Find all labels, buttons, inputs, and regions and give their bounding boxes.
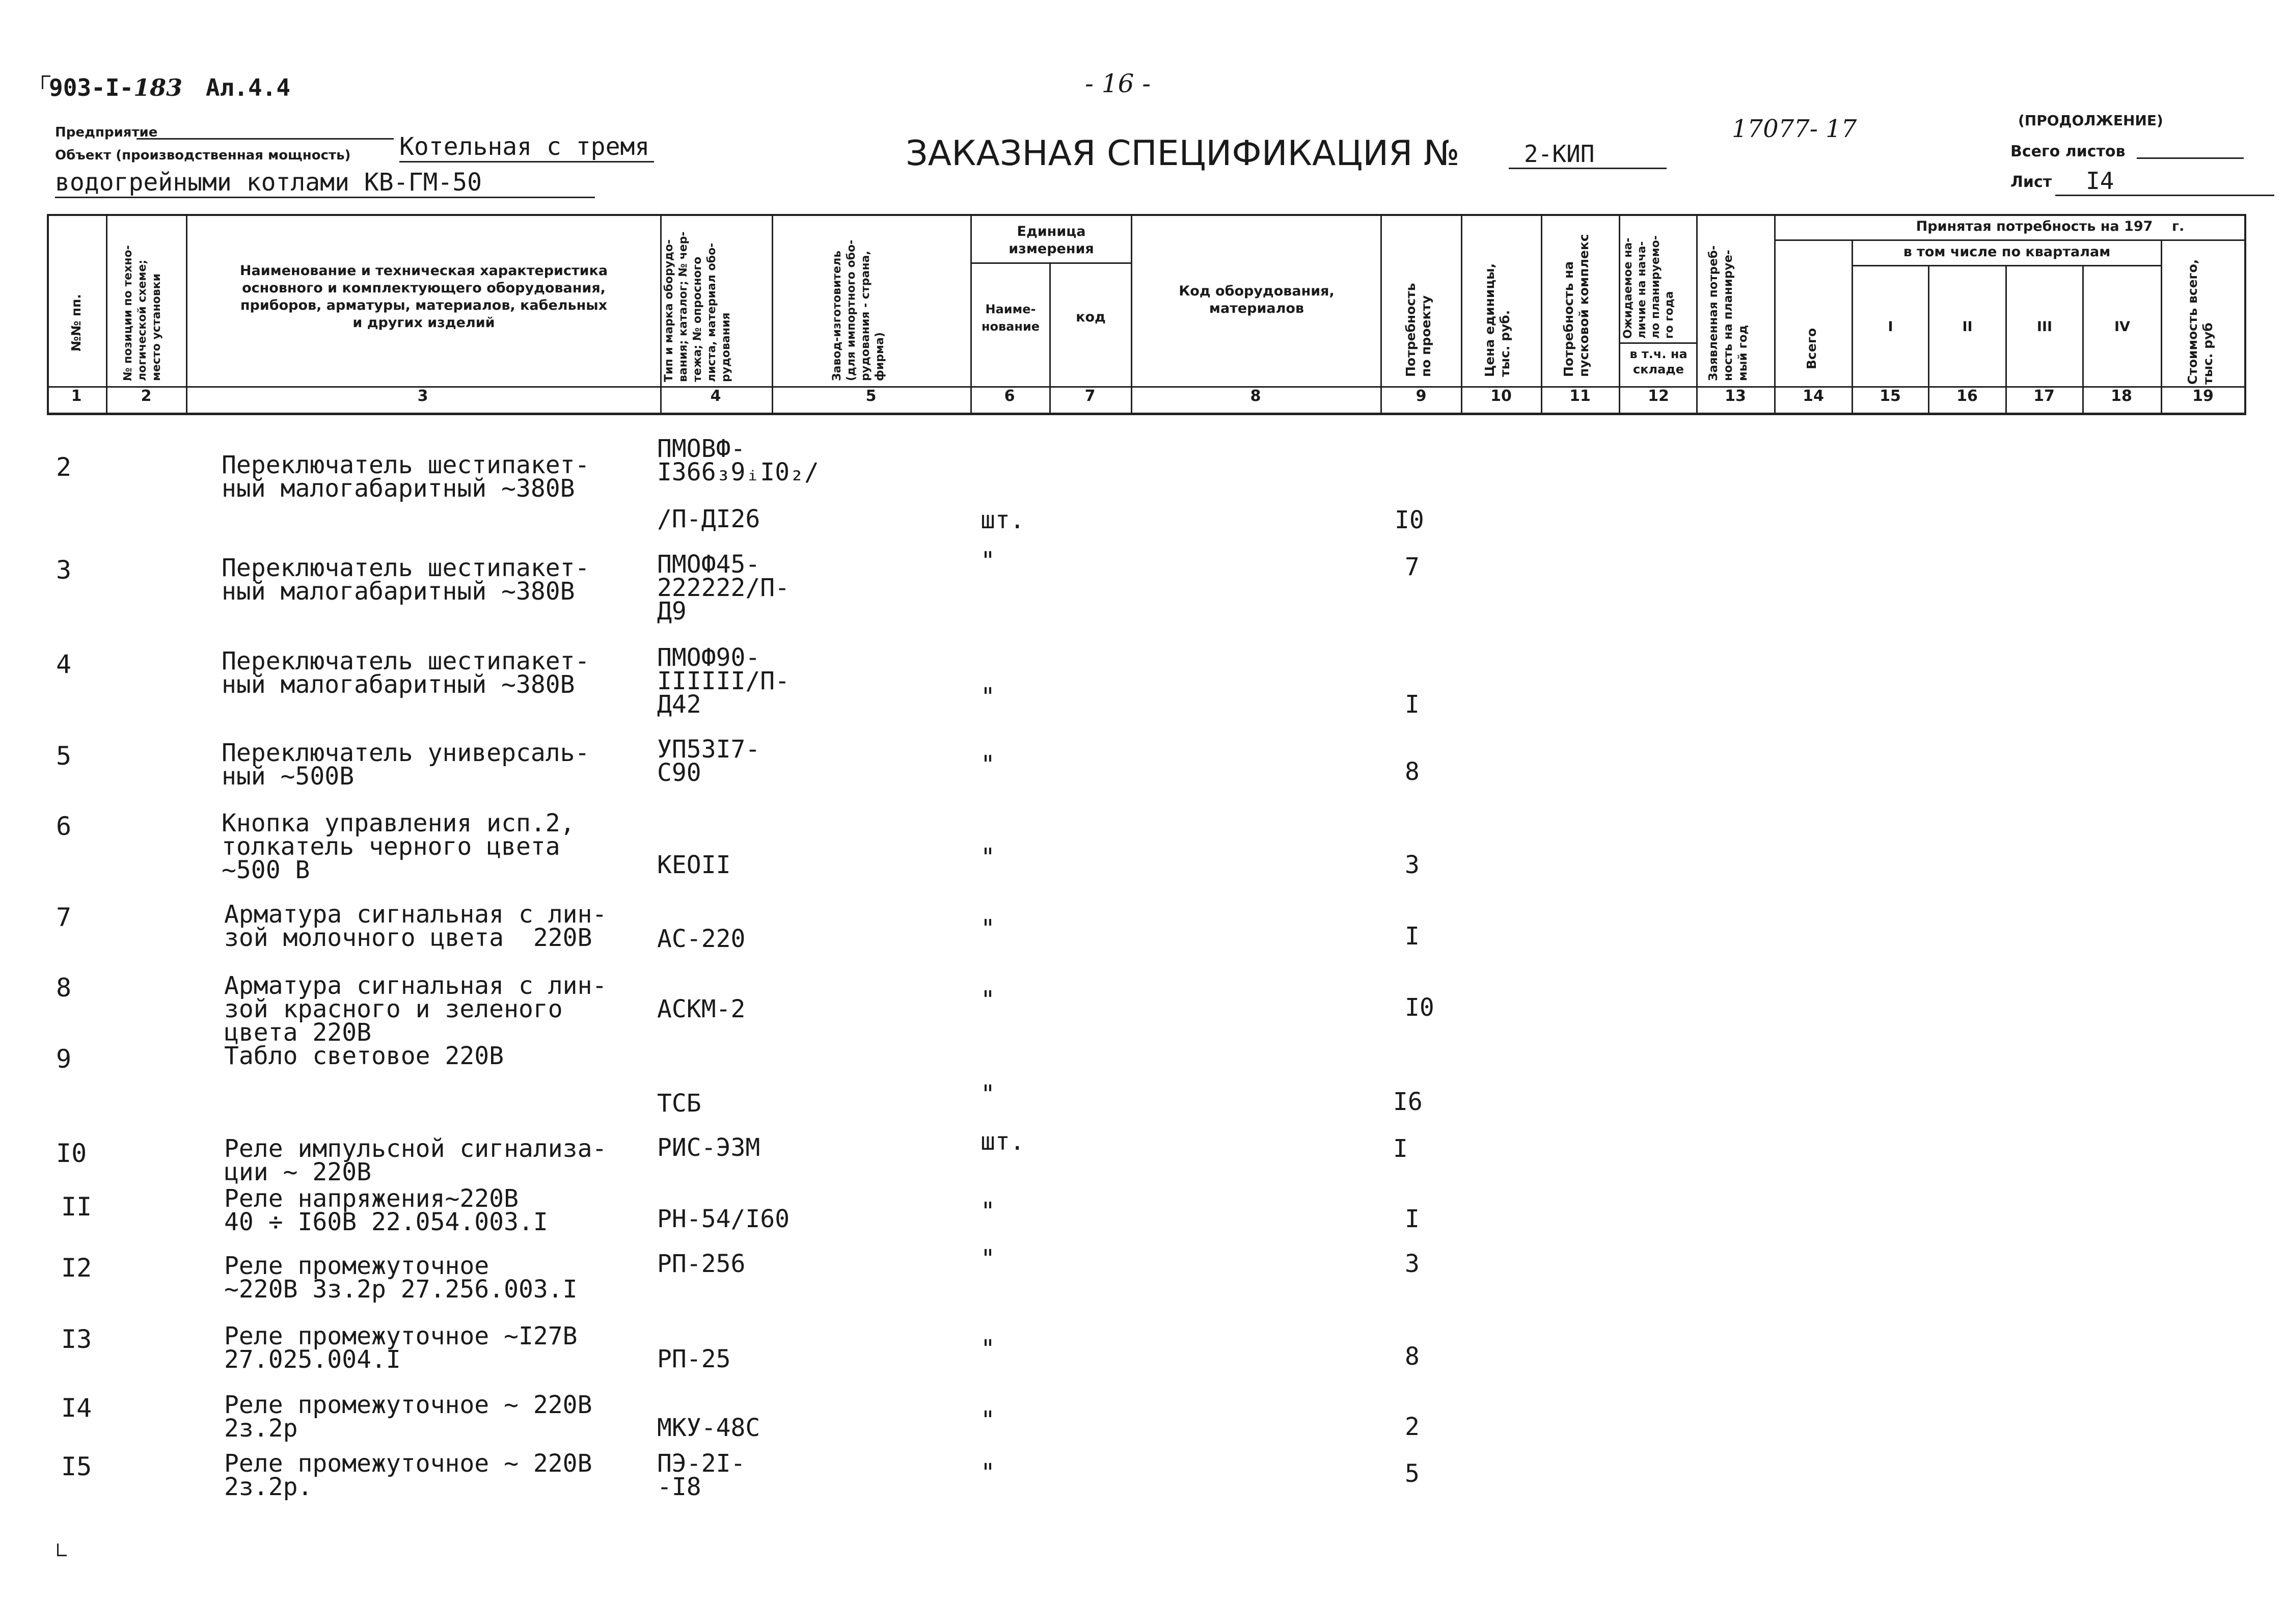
item-name: Табло световое 220В — [224, 1042, 504, 1070]
col-number: 17 — [2033, 387, 2055, 405]
accepted-group-sep — [1774, 239, 2246, 241]
document-code — [49, 74, 290, 101]
item-name: Реле промежуточное ~I27В 27.025.004.I — [224, 1322, 578, 1374]
total-sheets-line — [2137, 157, 2244, 159]
album-number: Ал.4.4 — [205, 74, 291, 101]
item-name: Реле промежуточное ~220В 3з.2р 27.256.003.I — [224, 1252, 578, 1304]
row-number: I4 — [61, 1393, 92, 1423]
col-header-position: № позиции по техно- логической схеме; место установки — [122, 245, 163, 381]
col-number: 3 — [417, 387, 428, 405]
col-sep — [660, 214, 662, 415]
col-number: 11 — [1569, 387, 1591, 405]
item-unit: шт. — [981, 506, 1025, 534]
item-quantity: 8 — [1405, 1342, 1420, 1371]
col-number: 18 — [2111, 387, 2132, 405]
item-unit: шт. — [981, 1127, 1025, 1156]
item-type: РИС-ЭЗМ — [657, 1133, 760, 1162]
item-type: РП-256 — [657, 1250, 746, 1278]
col-sep — [772, 214, 773, 415]
table-number-row-top — [47, 386, 2246, 388]
col-sep — [1696, 214, 1698, 415]
item-type: ПМОФ90- IIIIII/П- Д42 — [657, 643, 790, 719]
item-quantity: I6 — [1393, 1088, 1423, 1116]
item-unit: " — [981, 683, 995, 711]
row-number: I2 — [61, 1253, 92, 1283]
table-left-border — [47, 214, 49, 415]
col-header-startup-need: Потребность на пусковой комплекс — [1561, 234, 1591, 377]
col-number: 15 — [1880, 387, 1901, 405]
col-header-no: №№ пп. — [69, 294, 84, 351]
col-sep — [1380, 214, 1382, 415]
col-header-q1: I — [1888, 319, 1893, 335]
item-name: Арматура сигнальная с лин- зой молочного цвета 220В — [224, 900, 607, 952]
item-type: ПЭ-2I- -I8 — [657, 1449, 746, 1501]
item-name: Переключатель шестипакет- ный малогабаритный ~380В — [222, 451, 590, 503]
col-header-q4: IV — [2114, 319, 2130, 335]
row-number: II — [61, 1192, 92, 1222]
item-unit: " — [981, 1458, 995, 1487]
object-value-line-1: Котельная с тремя — [399, 132, 654, 163]
col-sep — [1619, 214, 1620, 415]
item-quantity: 3 — [1405, 851, 1420, 879]
item-name: Переключатель шестипакет- ный малогабаритный ~380В — [222, 554, 590, 606]
col-sep — [2005, 265, 2007, 415]
col-header-declared-need: Заявленная потреб- ность на планируе- мый год — [1707, 245, 1750, 381]
item-quantity: I — [1405, 922, 1420, 951]
item-name: Реле промежуточное ~ 220В 2з.2р. — [224, 1449, 592, 1501]
item-quantity: I0 — [1395, 506, 1424, 534]
item-unit: " — [981, 843, 995, 872]
col-number: 6 — [1004, 387, 1015, 405]
table-top-border — [47, 214, 2246, 216]
item-quantity: 2 — [1405, 1413, 1420, 1441]
item-type: АСКМ-2 — [657, 995, 746, 1023]
item-name: Реле промежуточное ~ 220В 2з.2р — [224, 1391, 592, 1443]
item-name: Кнопка управления исп.2, толкатель черного цвета ~500 В — [222, 809, 575, 884]
sheet-label: Лист — [2010, 173, 2052, 191]
col-header-cost-total: Стоимость всего, тыс. руб — [2185, 259, 2215, 385]
col-sep — [1461, 214, 1462, 415]
item-type: МКУ-48С — [657, 1414, 760, 1442]
col-sep — [1774, 214, 1776, 415]
col-header-q3: III — [2036, 319, 2053, 335]
row-number: 9 — [56, 1044, 72, 1074]
item-type: УП53I7- С90 — [657, 735, 760, 787]
item-quantity: 7 — [1405, 553, 1420, 581]
object-value-line-2: водогрейными котлами КВ-ГМ-50 — [55, 168, 595, 198]
col-header-need-project: Потребность по проекту — [1403, 283, 1433, 377]
item-quantity: I — [1405, 690, 1420, 719]
quarter-group-sep — [1852, 265, 2162, 266]
row-number: 3 — [56, 555, 72, 585]
col-header-type: Тип и марка оборудо- вания; каталог; № чер- тежа; № опросного листа, материал обо- рудования — [663, 231, 732, 382]
table-right-border — [2244, 214, 2246, 415]
item-type: ТСБ — [657, 1089, 701, 1118]
corner-mark-bottom — [57, 1544, 67, 1556]
item-quantity: 3 — [1405, 1250, 1420, 1278]
document-code-prefix: 903-I- — [49, 74, 134, 101]
col-number: 7 — [1084, 387, 1096, 405]
spec-number: 2-КИП — [1509, 140, 1667, 169]
row-number: 4 — [56, 649, 72, 679]
item-unit: " — [981, 914, 995, 943]
item-unit: " — [981, 750, 995, 779]
col-header-unit-code: код — [1076, 309, 1106, 325]
sheet-number: I4 — [2055, 167, 2274, 196]
row-number: 8 — [56, 973, 72, 1003]
item-quantity: I — [1393, 1134, 1408, 1163]
col-header-unit-group: Единица измерения — [1009, 224, 1094, 257]
item-unit: " — [981, 547, 995, 575]
item-quantity: 5 — [1405, 1459, 1420, 1488]
row-number: 7 — [56, 903, 72, 932]
col-number: 9 — [1416, 387, 1427, 405]
col-header-q2: II — [1962, 319, 1973, 335]
item-unit: " — [981, 1406, 995, 1434]
col-header-unit-name: Наиме- нование — [981, 302, 1040, 334]
col-header-accepted-group: Принятая потребность на 197 г. — [1916, 219, 2185, 234]
item-unit: " — [981, 1197, 995, 1226]
row-number: 2 — [56, 452, 72, 482]
row-number: 6 — [56, 811, 72, 841]
page-title: ЗАКАЗНАЯ СПЕЦИФИКАЦИЯ № — [906, 133, 1460, 174]
col-number: 5 — [865, 387, 877, 405]
col-number: 2 — [141, 387, 152, 405]
item-name: Переключатель универсаль- ный ~500В — [222, 739, 590, 791]
col-header-in-stock: в т.ч. на складе — [1629, 347, 1688, 376]
col-header-expected-stock: Ожидаемое на- личие на нача- ло планируемо- го года — [1622, 235, 1676, 339]
col-sep — [1928, 265, 1929, 415]
item-type: АС-220 — [657, 925, 746, 953]
item-type: РН-54/I60 — [657, 1205, 790, 1233]
col-number: 1 — [71, 387, 82, 405]
total-sheets-label: Всего листов — [2010, 143, 2126, 160]
page-number: - 16 - — [1085, 69, 1151, 98]
unit-group-sep — [970, 262, 1132, 264]
item-name: Переключатель шестипакет- ный малогабаритный ~380В — [222, 647, 590, 699]
continuation-note: (ПРОДОЛЖЕНИЕ) — [2018, 112, 2163, 129]
document-code-handwritten: 183 — [133, 74, 183, 101]
item-name: Реле напряжения~220В 40 ÷ I60В 22.054.003.I — [224, 1184, 548, 1236]
item-name: Реле импульсной сигнализа- ции ~ 220В — [224, 1134, 607, 1186]
row-number: I0 — [56, 1139, 87, 1168]
col-header-name: Наименование и техническая характеристика основного и комплектующего оборудования, приборов, арматуры, материалов, кабельных и других изделий — [239, 263, 608, 331]
col-sep — [186, 214, 187, 415]
item-type: РП-25 — [657, 1345, 731, 1373]
col-sep — [1049, 262, 1051, 415]
col-header-manufacturer: Завод-изготовитель (для импортного обо- рудования - страна, фирма) — [831, 239, 886, 381]
item-quantity: I — [1405, 1205, 1420, 1233]
col-number: 12 — [1648, 387, 1669, 405]
item-unit: " — [981, 986, 995, 1014]
col-sep — [2082, 265, 2084, 415]
item-quantity: 8 — [1405, 757, 1420, 786]
stock-sep — [1619, 342, 1698, 344]
col-number: 16 — [1956, 387, 1978, 405]
col-number: 4 — [710, 387, 721, 405]
item-type: ПМОФ45- 222222/П- Д9 — [657, 550, 790, 626]
handwritten-reference: 17077- 17 — [1732, 115, 1857, 143]
item-unit: " — [981, 1244, 995, 1273]
col-header-quarter-group: в том числе по кварталам — [1903, 244, 2111, 260]
col-number: 14 — [1803, 387, 1824, 405]
row-number: I3 — [61, 1324, 92, 1354]
enterprise-line — [137, 138, 394, 140]
row-number: I5 — [61, 1452, 92, 1481]
item-type: ПМОВФ- I366₃9ᵢI0₂/ /П-ДI26 — [657, 435, 819, 533]
col-header-total: Всего — [1804, 328, 1819, 369]
col-sep — [1541, 214, 1542, 415]
col-sep — [1131, 214, 1132, 415]
table-header-bottom — [47, 413, 2246, 415]
item-unit: " — [981, 1080, 995, 1108]
item-quantity: I0 — [1405, 993, 1434, 1022]
col-sep — [106, 214, 107, 415]
col-header-equipment-code: Код оборудования, материалов — [1179, 283, 1335, 316]
object-label: Объект (производственная мощность) — [55, 148, 351, 163]
col-number: 19 — [2192, 387, 2214, 405]
item-name: Арматура сигнальная с лин- зой красного и зеленого цвета 220В — [224, 971, 607, 1047]
col-number: 13 — [1725, 387, 1746, 405]
enterprise-label: Предприятие — [55, 125, 158, 140]
item-unit: " — [981, 1335, 995, 1363]
row-number: 5 — [56, 741, 72, 771]
col-header-unit-price: Цена единицы, тыс. руб. — [1482, 263, 1512, 377]
col-number: 10 — [1490, 387, 1512, 405]
col-number: 8 — [1250, 387, 1261, 405]
item-type: КЕОII — [657, 851, 731, 879]
